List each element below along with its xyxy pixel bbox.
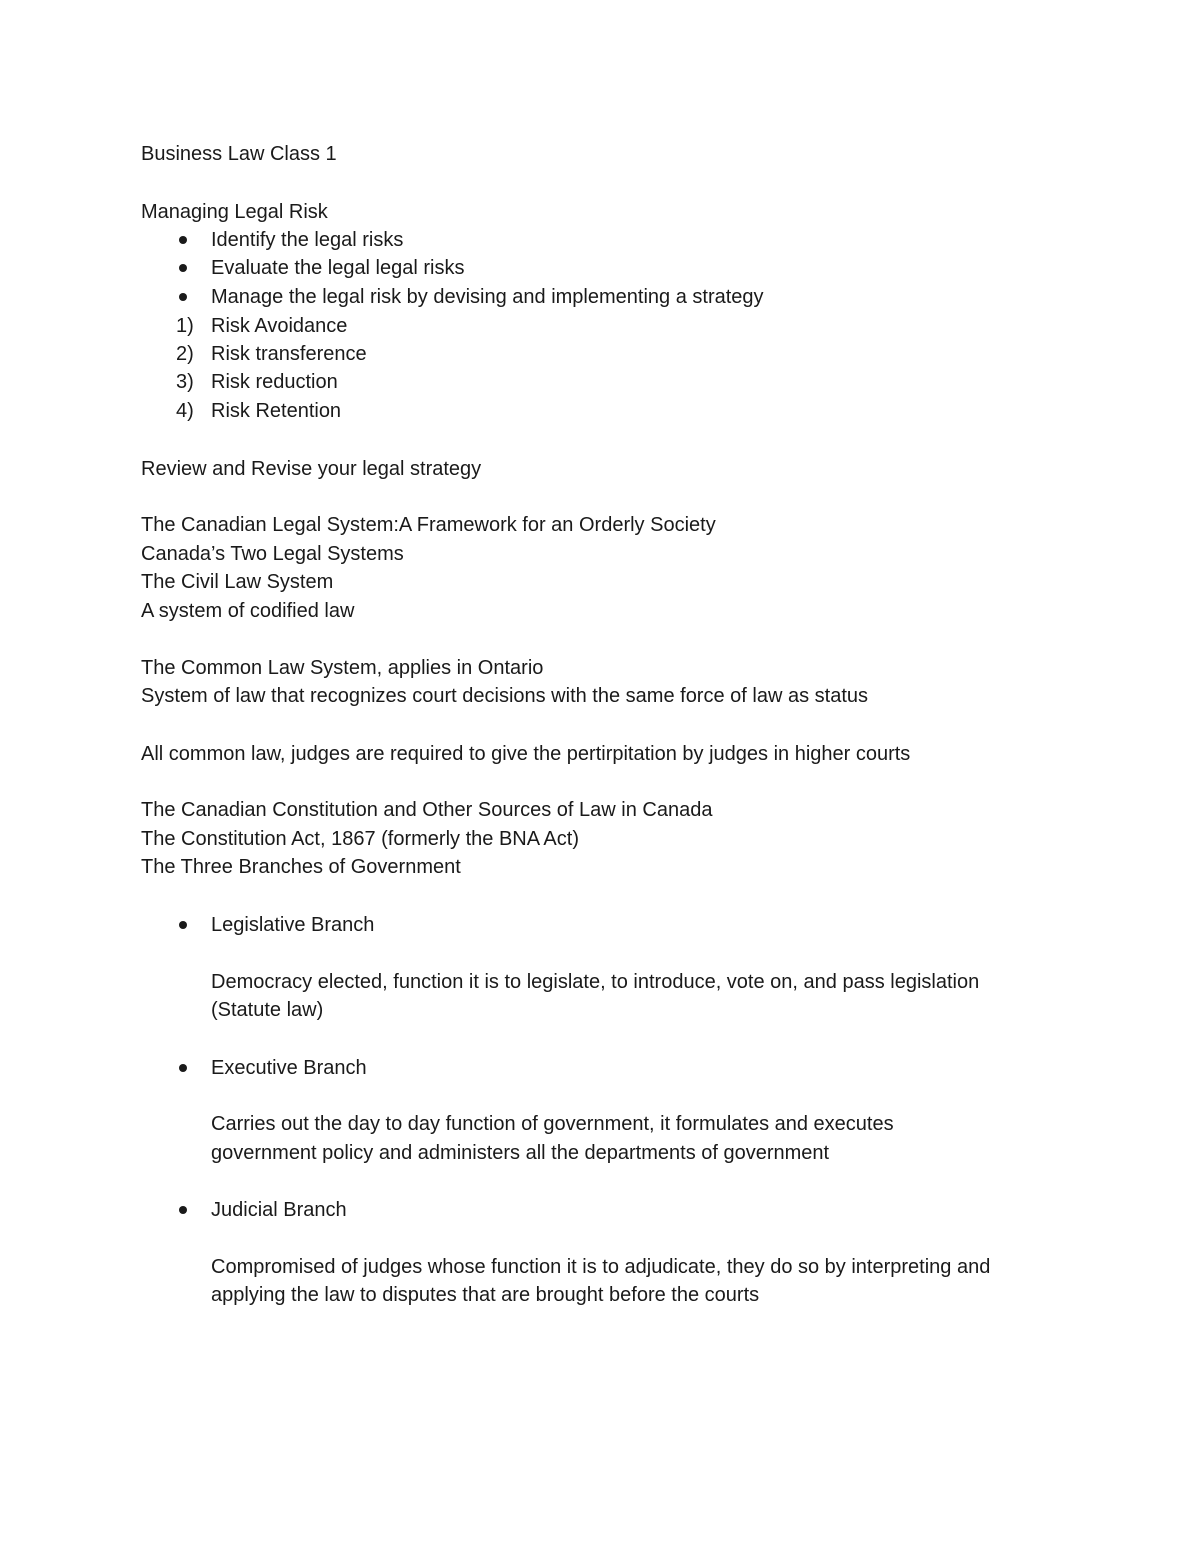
strategy-item: Risk Retention bbox=[211, 400, 342, 422]
review-line: Review and Revise your legal strategy bbox=[141, 458, 482, 480]
strategy-item: Risk transference bbox=[211, 343, 367, 365]
managing-bullet-item: Identify the legal risks bbox=[211, 229, 404, 251]
paragraph-line: A system of codified law bbox=[141, 600, 355, 622]
paragraph-line: Canada’s Two Legal Systems bbox=[141, 543, 404, 565]
managing-bullet-item: Evaluate the legal legal risks bbox=[211, 257, 465, 279]
paragraph-line: The Constitution Act, 1867 (formerly the BNA Act) bbox=[141, 828, 579, 850]
list-number: 1) bbox=[176, 315, 194, 337]
strategy-item: Risk Avoidance bbox=[211, 315, 348, 337]
list-number: 3) bbox=[176, 371, 194, 393]
managing-heading: Managing Legal Risk bbox=[141, 201, 328, 223]
branch-description-line: Carries out the day to day function of government, it formulates and executes bbox=[211, 1113, 894, 1135]
branch-name: Legislative Branch bbox=[211, 914, 375, 936]
branch-description-line: (Statute law) bbox=[211, 999, 324, 1021]
managing-bullet-item: Manage the legal risk by devising and implementing a strategy bbox=[211, 286, 764, 308]
branch-description-line: Compromised of judges whose function it is to adjudicate, they do so by interpreting and bbox=[211, 1256, 991, 1278]
list-number: 4) bbox=[176, 400, 194, 422]
document-title: Business Law Class 1 bbox=[141, 143, 337, 165]
branch-description-line: applying the law to disputes that are brought before the courts bbox=[211, 1284, 760, 1306]
branch-name: Judicial Branch bbox=[211, 1199, 347, 1221]
branch-description-line: Democracy elected, function it is to legislate, to introduce, vote on, and pass legislation bbox=[211, 971, 980, 993]
bullet-icon bbox=[179, 1206, 187, 1214]
paragraph-line: System of law that recognizes court decisions with the same force of law as status bbox=[141, 685, 868, 707]
bullet-icon bbox=[179, 921, 187, 929]
bullet-icon bbox=[179, 236, 187, 244]
bullet-icon bbox=[179, 1064, 187, 1072]
paragraph-line: The Civil Law System bbox=[141, 571, 334, 593]
branch-name: Executive Branch bbox=[211, 1057, 367, 1079]
paragraph-line: The Common Law System, applies in Ontario bbox=[141, 657, 544, 679]
bullet-icon bbox=[179, 293, 187, 301]
paragraph-line: The Canadian Legal System:A Framework for an Orderly Society bbox=[141, 514, 716, 536]
paragraph-line: The Three Branches of Government bbox=[141, 856, 461, 878]
paragraph-line: The Canadian Constitution and Other Sources of Law in Canada bbox=[141, 799, 713, 821]
paragraph-line: All common law, judges are required to give the pertirpitation by judges in higher courts bbox=[141, 743, 911, 765]
branch-description-line: government policy and administers all the departments of government bbox=[211, 1142, 830, 1164]
strategy-item: Risk reduction bbox=[211, 371, 338, 393]
list-number: 2) bbox=[176, 343, 194, 365]
bullet-icon bbox=[179, 264, 187, 272]
